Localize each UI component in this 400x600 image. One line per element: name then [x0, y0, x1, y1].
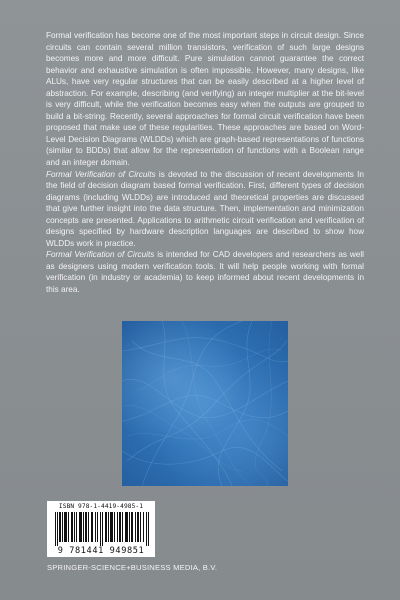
blurb-paragraph-3-text: is intended for CAD developers and researchers as well as designers using modern verification tools. It will help people working with formal verification (in industry or academia) to keep informed about recent developments in this area. — [46, 250, 364, 295]
barcode-label — [47, 501, 155, 557]
publisher-imprint: SPRINGER-SCIENCE+BUSINESS MEDIA, B.V. — [47, 563, 218, 572]
ean-digits: 9 781441 949851 — [57, 546, 145, 556]
isbn-text: ISBN 978-1-4419-4985-1 — [58, 503, 144, 510]
barcode-bars — [55, 512, 151, 546]
artwork-texture — [122, 321, 288, 486]
cover-artwork — [122, 321, 288, 486]
blurb-paragraph-1: Formal verification has become one of the most important steps in circuit design. Since circuits can contain several million transistors, verification of such large designs becomes more and more difficult. Pure simulation cannot guarantee the correct behavior and exhaustive simulation is often impossible. However, many designs, like ALUs, have very regular structures that can be easily described at a higher level of abstraction. For example, describing (and verifying) an integer multiplier at the bit-level is very difficult, while the verification becomes easy when the outputs are grouped to build a bit-string. Recently, several approaches for formal circuit verification have been proposed that make use of these regularities. These approaches are based on Word-Level Decision Diagrams (WLDDs) which are graph-based representations of functions (similar to BDDs) that allow for the representation of functions with a Boolean range and an integer domain. — [46, 31, 364, 168]
back-cover-blurb — [46, 30, 364, 296]
book-title-reference: Formal Verification of Circuits — [46, 169, 156, 179]
blurb-paragraph-2 — [46, 169, 364, 250]
blurb-paragraph-2-text: is devoted to the discussion of recent developments In the field of decision diagram based formal verification. First, different types of decision diagrams (including WLDDs) are introduced and theoretical properties are discussed that give further insight into the data structure. Then, implementation and minimization concepts are presented. Applications to arithmetic circuit verification and verification of designs specified by hardware description languages are described to show how WLDDs work in practice. — [46, 169, 364, 248]
book-title-reference: Formal Verification of Circuits — [46, 250, 155, 260]
blurb-paragraph-3 — [46, 249, 364, 295]
